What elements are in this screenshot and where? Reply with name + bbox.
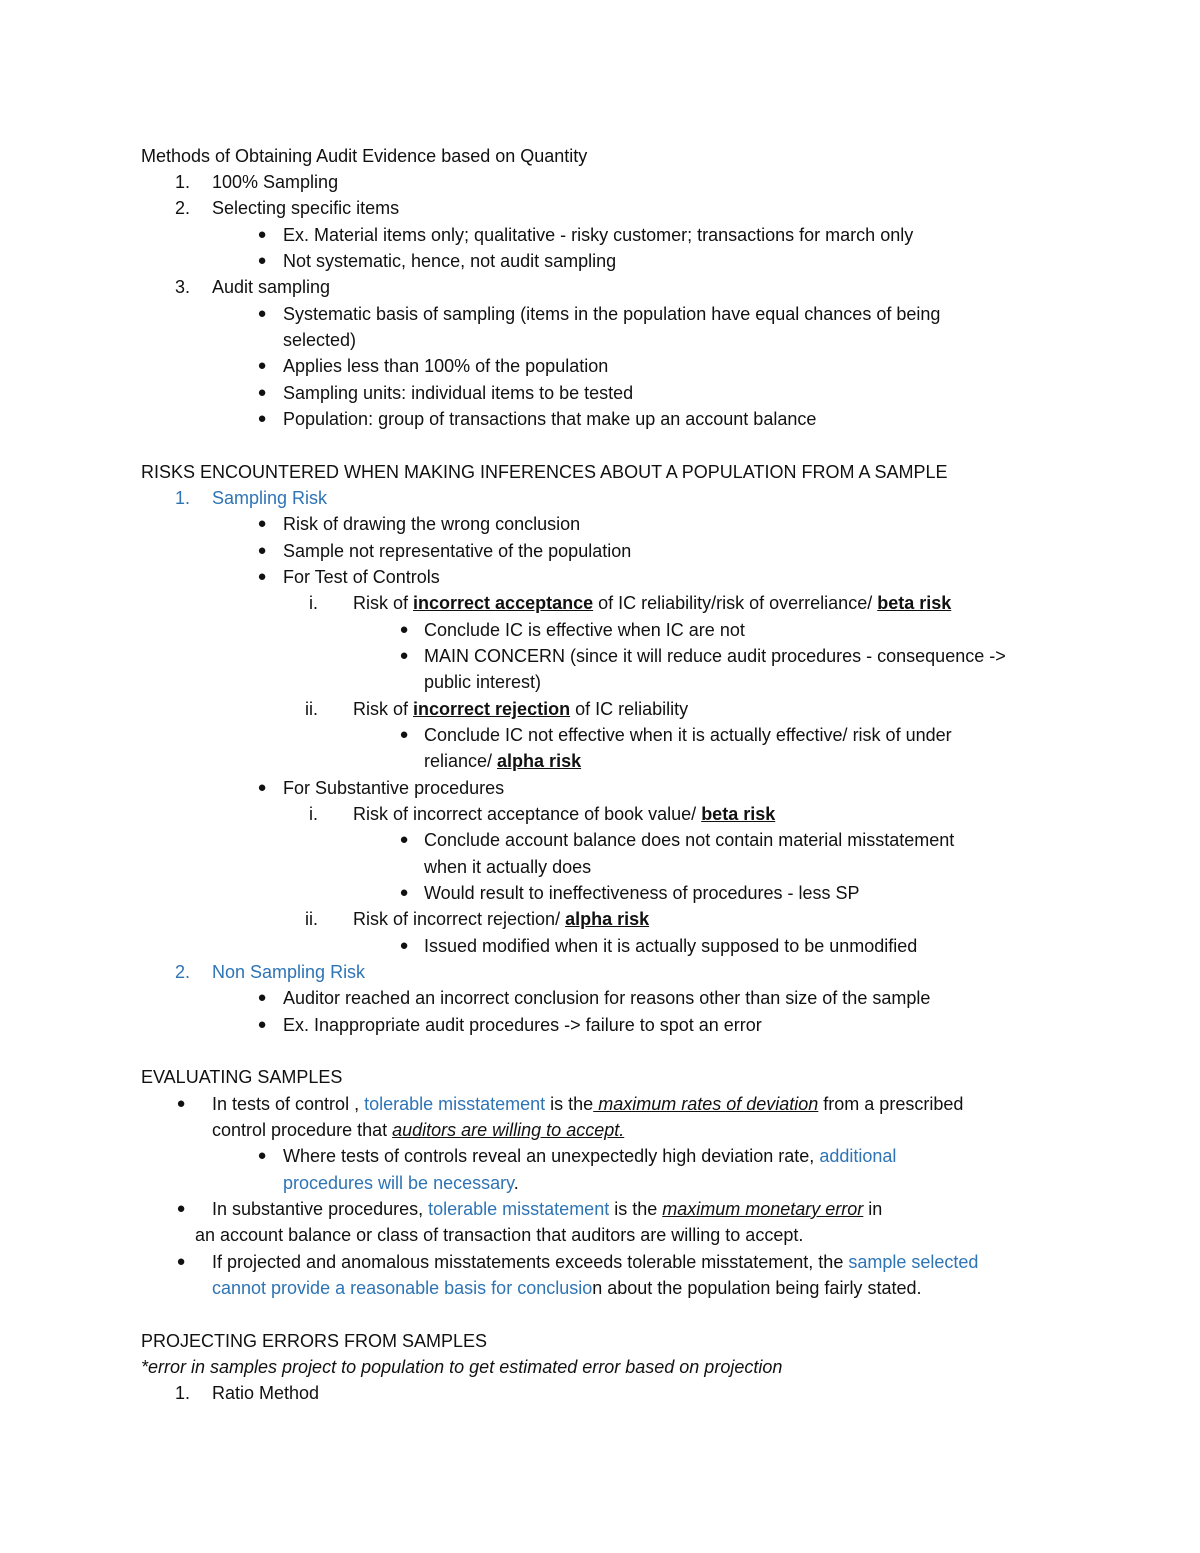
numbered-item: 2. Selecting specific items xyxy=(174,198,400,218)
bullet-icon: ● xyxy=(399,726,409,743)
sub-bullet-continuation: reliance/ alpha risk xyxy=(424,751,582,771)
bullet-icon: ● xyxy=(257,305,267,322)
bullet-icon: ● xyxy=(257,1147,267,1164)
sub-bullet-continuation: procedures will be necessary. xyxy=(283,1173,519,1193)
numbered-item: 3. Audit sampling xyxy=(174,277,331,297)
bullet-item-continuation: an account balance or class of transaction that auditors are willing to accept. xyxy=(195,1225,804,1245)
bullet-icon: ● xyxy=(257,252,267,269)
numbered-item: 1. Ratio Method xyxy=(174,1383,320,1403)
bullet-icon: ● xyxy=(399,831,409,848)
sub-bullet-item: ● Where tests of controls reveal an unexpectedly high deviation rate, additional xyxy=(0,1143,1200,1169)
sub-bullet-continuation: when it actually does xyxy=(424,857,592,877)
roman-item: ii. Risk of incorrect rejection of IC reliability xyxy=(305,699,689,719)
bullet-icon: ● xyxy=(257,1016,267,1033)
sub-bullet-item: ● Conclude account balance does not contain material misstatement xyxy=(0,827,1200,853)
bullet-item: ● For Test of Controls xyxy=(0,564,1200,590)
bullet-icon: ● xyxy=(257,779,267,796)
bullet-icon: ● xyxy=(257,568,267,585)
bullet-icon: ● xyxy=(399,621,409,638)
bullet-item: ● In tests of control , tolerable misstatement is the maximum rates of deviation from a prescribed xyxy=(0,1091,1200,1117)
section-title: EVALUATING SAMPLES xyxy=(141,1067,343,1087)
section-title: Methods of Obtaining Audit Evidence based on Quantity xyxy=(141,146,588,166)
bullet-item: ● Ex. Inappropriate audit procedures -> failure to spot an error xyxy=(0,1012,1200,1038)
bullet-item-continuation: selected) xyxy=(283,330,357,350)
bullet-icon: ● xyxy=(257,384,267,401)
bullet-icon: ● xyxy=(257,515,267,532)
bullet-item-continuation: control procedure that auditors are willing to accept. xyxy=(212,1120,625,1140)
bullet-icon: ● xyxy=(399,884,409,901)
roman-item: ii. Risk of incorrect rejection/ alpha risk xyxy=(305,909,650,929)
bullet-icon: ● xyxy=(176,1253,186,1270)
section-title: PROJECTING ERRORS FROM SAMPLES xyxy=(141,1331,488,1351)
bullet-icon: ● xyxy=(257,989,267,1006)
section-note: *error in samples project to population to get estimated error based on projection xyxy=(141,1357,783,1377)
bullet-item-continuation: cannot provide a reasonable basis for conclusion about the population being fairly stated. xyxy=(212,1278,922,1298)
bullet-item: ● Population: group of transactions that make up an account balance xyxy=(0,406,1200,432)
bullet-icon: ● xyxy=(176,1200,186,1217)
numbered-item: 1. 100% Sampling xyxy=(174,172,339,192)
numbered-heading: 2. Non Sampling Risk xyxy=(174,962,366,982)
bullet-item: ● Sample not representative of the population xyxy=(0,538,1200,564)
bullet-icon: ● xyxy=(257,357,267,374)
bullet-item: ● In substantive procedures, tolerable misstatement is the maximum monetary error in xyxy=(0,1196,1200,1222)
bullet-item: ● If projected and anomalous misstatements exceeds tolerable misstatement, the sample selected xyxy=(0,1249,1200,1275)
bullet-icon: ● xyxy=(257,410,267,427)
sub-bullet-item: ● Would result to ineffectiveness of procedures - less SP xyxy=(0,880,1200,906)
sub-bullet-item: ● Issued modified when it is actually supposed to be unmodified xyxy=(0,933,1200,959)
sub-bullet-continuation: public interest) xyxy=(424,672,542,692)
bullet-icon: ● xyxy=(399,937,409,954)
bullet-icon: ● xyxy=(257,226,267,243)
bullet-item: ● Not systematic, hence, not audit sampling xyxy=(0,248,1200,274)
bullet-item: ● Applies less than 100% of the population xyxy=(0,353,1200,379)
bullet-item: ● Risk of drawing the wrong conclusion xyxy=(0,511,1200,537)
sub-bullet-item: ● MAIN CONCERN (since it will reduce audit procedures - consequence -> xyxy=(0,643,1200,669)
bullet-icon: ● xyxy=(399,647,409,664)
sub-bullet-item: ● Conclude IC is effective when IC are not xyxy=(0,617,1200,643)
bullet-icon: ● xyxy=(176,1095,186,1112)
roman-item: i. Risk of incorrect acceptance of book value/ beta risk xyxy=(309,804,776,824)
bullet-item: ● For Substantive procedures xyxy=(0,775,1200,801)
bullet-item: ● Auditor reached an incorrect conclusion for reasons other than size of the sample xyxy=(0,985,1200,1011)
sub-bullet-item: ● Conclude IC not effective when it is actually effective/ risk of under xyxy=(0,722,1200,748)
bullet-icon: ● xyxy=(257,542,267,559)
bullet-item: ● Ex. Material items only; qualitative - risky customer; transactions for march only xyxy=(0,222,1200,248)
roman-item: i. Risk of incorrect acceptance of IC reliability/risk of overreliance/ beta risk xyxy=(309,593,952,613)
numbered-heading: 1. Sampling Risk xyxy=(174,488,328,508)
bullet-item: ● Sampling units: individual items to be tested xyxy=(0,380,1200,406)
bullet-item: ● Systematic basis of sampling (items in the population have equal chances of being xyxy=(0,301,1200,327)
section-title: RISKS ENCOUNTERED WHEN MAKING INFERENCES ABOUT A POPULATION FROM A SAMPLE xyxy=(141,462,948,482)
